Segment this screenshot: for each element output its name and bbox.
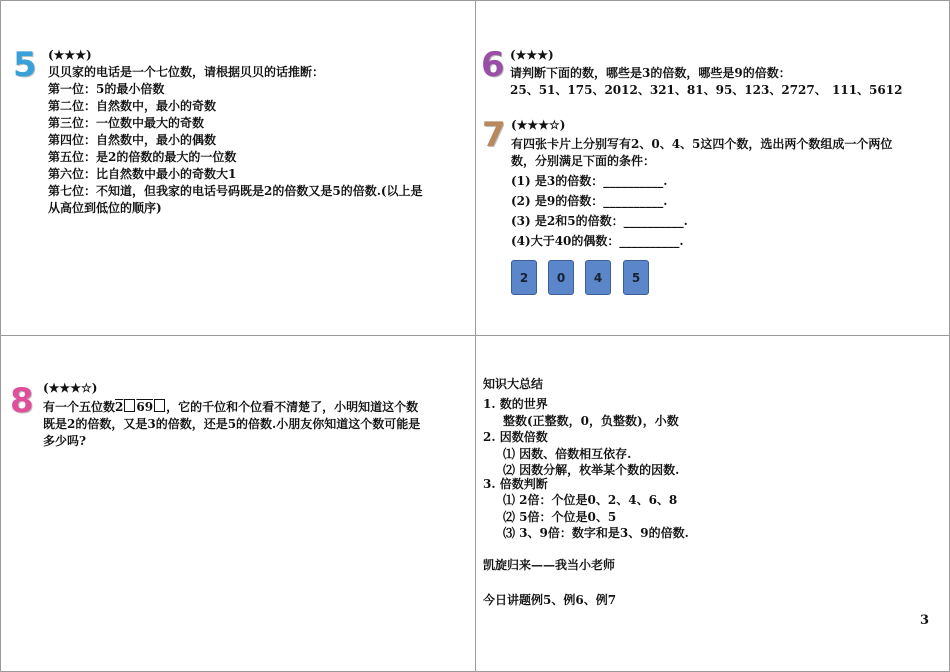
summary-item: ⑵ 因数分解，枚举某个数的因数. — [503, 463, 680, 477]
summary-section-head: 2. 因数倍数 — [483, 430, 548, 444]
divider-vertical — [475, 0, 476, 672]
q8-line-2: 既是2的倍数，又是3的倍数，还是5的倍数.小朋友你知道这个数可能是 — [43, 417, 421, 431]
q5-line: 第一位：5的最小倍数 — [48, 82, 165, 96]
q8-line-1: 有一个五位数2 69 ，它的千位和个位看不清楚了，小明知道这个数 — [43, 400, 419, 414]
q5-line: 第五位：是2的倍数的最大的一位数 — [48, 150, 237, 164]
number-card: 0 — [548, 260, 574, 295]
q5-line: 贝贝家的电话是一个七位数，请根据贝贝的话推断： — [48, 65, 325, 79]
q5-difficulty: (★★★) — [48, 48, 92, 62]
q5-line: 第二位：自然数中，最小的奇数 — [48, 99, 217, 113]
q5-line: 从高位到低位的顺序) — [48, 201, 162, 215]
q6-numbers-b: 111、5612 — [832, 83, 903, 97]
blank-digit-box — [154, 399, 165, 412]
q8-line-3: 多少吗? — [43, 434, 87, 448]
q7-intro-2: 数，分别满足下面的条件： — [511, 154, 656, 168]
q6-question: 请判断下面的数，哪些是3的倍数，哪些是9的倍数： — [510, 66, 791, 80]
summary-item: ⑵ 5倍：个位是0、5 — [503, 510, 617, 524]
q5-line: 第六位：比自然数中最小的奇数大1 — [48, 167, 237, 181]
q5-line: 第三位：一位数中最大的奇数 — [48, 116, 205, 130]
q7-condition-1: (1) 是3的倍数：__________. — [511, 174, 668, 188]
summary-teacher: 凯旋归来——我当小老师 — [483, 558, 616, 572]
q5-text — [48, 64, 468, 217]
summary-today: 今日讲题例5、例6、例7 — [483, 593, 617, 607]
q6-numbers-a: 25、51、175、2012、321、81、95、123、2727、 — [510, 83, 827, 97]
number-5-icon: 5 — [13, 45, 37, 85]
page-number: 3 — [920, 613, 930, 628]
q6-difficulty: (★★★) — [510, 48, 554, 62]
summary-item: 整数(正整数，0，负整数)，小数 — [503, 414, 679, 428]
number-8-icon: 8 — [10, 381, 34, 421]
number-card: 5 — [623, 260, 649, 295]
q5-line: 第四位：自然数中，最小的偶数 — [48, 133, 217, 147]
summary-item: ⑶ 3、9倍：数字和是3、9的倍数. — [503, 526, 689, 540]
five-digit-number: 2 69 — [115, 400, 166, 414]
page-border-left — [0, 0, 1, 672]
summary-item: ⑴ 因数、倍数相互依存. — [503, 447, 632, 461]
summary-section-head: 3. 倍数判断 — [483, 477, 548, 491]
q7-condition-2: (2) 是9的倍数：__________. — [511, 194, 668, 208]
q7-intro-1: 有四张卡片上分别写有2、0、4、5这四个数，选出两个数组成一个两位 — [511, 137, 893, 151]
blank-digit-box — [124, 399, 135, 412]
q7-condition-4: (4)大于40的偶数：__________. — [511, 234, 684, 248]
q5-line: 第七位：不知道，但我家的电话号码既是2的倍数又是5的倍数.(以上是 — [48, 184, 423, 198]
q7-condition-3: (3) 是2和5的倍数：__________. — [511, 214, 688, 228]
summary-title: 知识大总结 — [483, 377, 544, 391]
q8-difficulty: (★★★☆) — [43, 381, 98, 395]
number-card: 4 — [585, 260, 611, 295]
q7-difficulty: (★★★☆) — [511, 118, 566, 132]
summary-item: ⑴ 2倍：个位是0、2、4、6、8 — [503, 493, 678, 507]
number-6-icon: 6 — [481, 45, 505, 85]
number-7-icon: 7 — [482, 115, 506, 155]
summary-section-head: 1. 数的世界 — [483, 397, 548, 411]
number-card: 2 — [511, 260, 537, 295]
